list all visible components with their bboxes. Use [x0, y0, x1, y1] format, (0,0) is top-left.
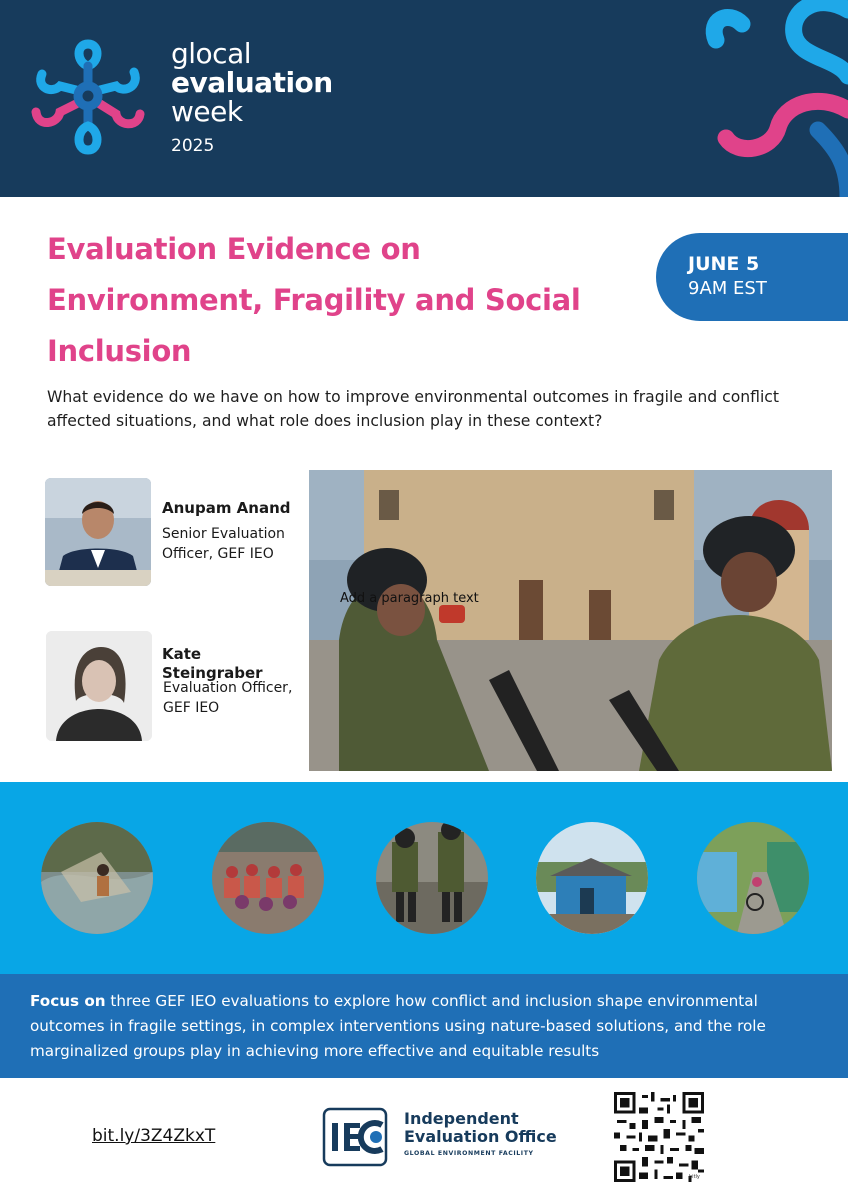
speaker-role-anand: Senior Evaluation Officer, GEF IEO	[162, 526, 285, 562]
speaker-name-steingraber: Kate Steingraber	[162, 645, 263, 682]
circle-photo-soldiers	[376, 822, 488, 934]
brand-line-evaluation: evaluation	[171, 66, 333, 99]
circle-photo-community	[212, 822, 324, 934]
focus-text	[30, 989, 820, 1064]
decorative-corner-graphic	[698, 0, 848, 197]
event-date: JUNE 5	[688, 253, 760, 275]
main-photo-soldiers	[309, 470, 832, 771]
speaker-name-anand: Anupam Anand	[162, 499, 291, 517]
focus-body: three GEF IEO evaluations to explore how conflict and inclusion shape environmental outcomes in fragile settings, in complex interventions using nature-based solutions, and the role marginalized groups play in achieving more effective and equitable results	[30, 992, 766, 1060]
glocal-logo-icon	[28, 32, 148, 160]
speaker-photo-anand	[45, 478, 151, 586]
qr-code-icon[interactable]	[614, 1092, 704, 1182]
org-name	[404, 1110, 557, 1146]
org-name-line1: Independent	[404, 1109, 519, 1128]
event-title: Evaluation Evidence on Environment, Fragility and Social Inclusion	[47, 232, 581, 368]
date-badge	[656, 233, 848, 321]
circle-photo-village-road	[697, 822, 809, 934]
registration-link[interactable]: bit.ly/3Z4ZkxT	[92, 1126, 216, 1146]
org-subtitle: GLOBAL ENVIRONMENT FACILITY	[404, 1150, 534, 1157]
brand-year: 2025	[171, 136, 215, 156]
brand-line-week: week	[171, 95, 243, 128]
ieo-logo-icon	[320, 1105, 390, 1169]
circle-photo-houses	[536, 822, 648, 934]
intro-text: What evidence do we have on how to improve environmental outcomes in fragile and conflict affected situations, and what role does inclusion play in these context?	[47, 388, 779, 430]
event-time: 9AM EST	[688, 278, 767, 299]
qr-caption: bitly	[689, 1174, 700, 1180]
focus-panel	[0, 974, 848, 1078]
brand-wordmark	[171, 37, 333, 156]
org-name-line2: Evaluation Office	[404, 1127, 557, 1146]
brand-line-glocal: glocal	[171, 37, 252, 70]
photo-overlay-text: Add a paragraph text	[340, 591, 479, 606]
speaker-photo-steingraber	[46, 631, 152, 741]
circle-photo-fishing	[41, 822, 153, 934]
focus-lead: Focus on	[30, 992, 106, 1010]
speaker-role-steingraber: Evaluation Officer, GEF IEO	[163, 680, 293, 716]
header-banner	[0, 0, 848, 197]
